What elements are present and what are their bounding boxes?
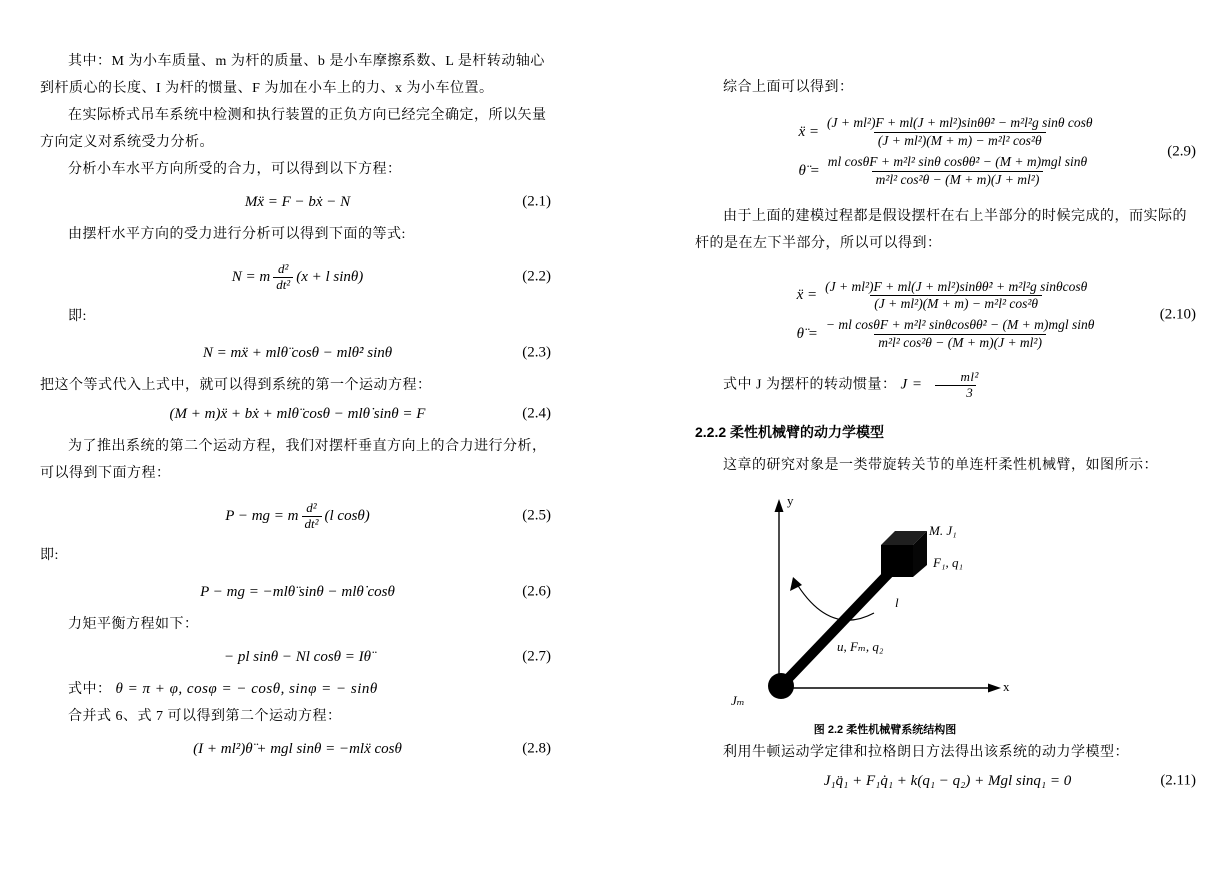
equation-2-1-body: Mẍ = F − bẋ − N — [244, 194, 351, 210]
equation-2-5-frac-num: d² — [306, 499, 317, 515]
paragraph-combine-equations: 合并式 6、式 7 可以得到第二个运动方程： — [68, 708, 342, 724]
equation-2-4-body: (M + m)ẍ + bẋ + mlθ̈ cosθ − mlθ̇ sinθ = F — [169, 405, 426, 422]
equation-2-10-body — [797, 275, 1099, 357]
angle-substitution-math: θ = π + φ, cosφ = − cosθ, sinφ = − sinθ — [115, 680, 378, 697]
equation-2-11-number: (2.11) — [1160, 772, 1196, 789]
equation-2-7 — [40, 648, 555, 666]
figure-label-x-axis: x — [1003, 678, 1010, 694]
equation-2-10-line2-fraction — [822, 317, 1098, 352]
left-page-column — [40, 48, 555, 768]
equation-2-9-line1-den: (J + ml²)(M + m) − m²l² cos²θ — [874, 132, 1046, 150]
equation-2-2-rhs: (x + l sinθ) — [296, 269, 364, 286]
figure-label-link-length: l — [895, 594, 899, 610]
equation-2-9-line1-fraction — [823, 115, 1096, 150]
paragraph-crane-system: 在实际桥式吊车系统中检测和执行装置的正负方向已经完全确定，所以矢量方向定义对系统受力分析。 — [40, 108, 547, 150]
equation-2-9-line2-lhs: θ̈ = — [798, 162, 820, 179]
equation-2-3 — [40, 344, 555, 362]
equation-2-5-frac-den: dt² — [302, 516, 322, 532]
equation-2-9-number: (2.9) — [1167, 143, 1196, 160]
paragraph-second-equation: 为了推出系统的第二个运动方程，我们对摆杆垂直方向上的合力进行分析，可以得到下面方程： — [40, 438, 547, 481]
moment-of-inertia-lhs: J = — [900, 376, 923, 393]
equation-2-10-line1-lhs: ẍ = — [796, 287, 818, 304]
flexible-link-rod — [781, 571, 891, 686]
right-page-column — [695, 74, 1200, 800]
paragraph-horizontal-force: 分析小车水平方向所受的合力，可以得到以下方程： — [68, 162, 402, 177]
equation-2-9-line2-num: ml cosθF + m²l² sinθ cosθθ̇² − (M + m)mgl sinθ — [827, 153, 1088, 169]
paragraph-research-object: 这章的研究对象是一类带旋转关节的单连杆柔性机械臂，如图所示： — [723, 457, 1158, 473]
equation-2-10-line1-den: (J + ml²)(M + m) − m²l² cos²θ — [870, 295, 1042, 313]
equation-2-10-line1-fraction — [821, 279, 1091, 314]
equation-2-9-line1-lhs: ẍ = — [798, 123, 820, 140]
paragraph-substitute: 把这个等式代入上式中，就可以得到系统的第一个运动方程： — [40, 377, 432, 393]
moment-of-inertia-text: 式中 J 为摆杆的转动惯量： — [723, 377, 897, 393]
equation-2-2-fraction — [273, 262, 293, 293]
equation-2-11-body: J₁q̈₁ + F₁q̇₁ + k(q₁ − q₂) + Mgl sinq₁ = 0 — [823, 772, 1072, 789]
equation-2-10-line2-lhs: θ̈ = — [796, 326, 818, 343]
equation-2-6 — [40, 583, 555, 601]
equation-2-1 — [40, 193, 555, 211]
equation-2-2-frac-den: dt² — [273, 277, 293, 293]
y-axis-arrowhead-icon — [775, 499, 784, 512]
equation-2-9-line1-num: (J + ml²)F + ml(J + ml²)sinθθ̇² − m²l²g sinθ cosθ — [827, 115, 1093, 130]
equation-2-10-line1 — [797, 279, 1099, 314]
equation-2-1-number: (2.1) — [522, 193, 551, 210]
equation-2-5-lhs: P − mg = m — [225, 507, 299, 524]
equation-2-2-frac-num: d² — [277, 261, 289, 276]
equation-2-10 — [695, 275, 1200, 357]
equation-2-6-body: P − mg = −mlθ̈ sinθ − mlθ̇ cosθ — [200, 583, 395, 600]
equation-2-9-line2-den: m²l² cos²θ − (M + m)(J + ml²) — [872, 171, 1044, 189]
figure-drawing — [731, 493, 1031, 715]
paragraph-variables-definition: 其中：M 为小车质量、m 为杆的质量、b 是小车摩擦系数、L 是杆转动轴心到杆质心的长度、I 为杆的惯量、F 为加在小车上的力、x 为小车位置。 — [40, 54, 545, 96]
moment-of-inertia-num: ml² — [960, 369, 979, 384]
joint-hub-circle — [768, 673, 794, 699]
equation-2-3-number: (2.3) — [522, 344, 551, 361]
equation-2-7-number: (2.7) — [522, 648, 551, 665]
equation-2-8-body: (I + ml²)θ̈ + mgl sinθ = −mlẍ cosθ — [193, 740, 402, 757]
equation-2-8 — [40, 740, 555, 758]
equation-2-9-body — [799, 111, 1097, 193]
moment-of-inertia-fraction — [929, 370, 981, 401]
equation-2-10-line2 — [797, 317, 1099, 352]
equation-2-5-fraction — [302, 501, 322, 532]
paragraph-newton-lagrange: 利用牛顿运动学定律和拉格朗日方法得出该系统的动力学模型： — [723, 744, 1129, 760]
equation-2-9-line1 — [799, 115, 1097, 150]
paragraph-torque-balance: 力矩平衡方程如下： — [68, 616, 199, 632]
figure-label-tip-force: F₁, q₁ — [933, 554, 963, 570]
equation-2-4 — [40, 405, 555, 423]
equation-2-9-line2 — [799, 154, 1097, 189]
equation-2-9-line2-fraction — [824, 154, 1091, 189]
moment-of-inertia-den: 3 — [935, 385, 976, 401]
equation-2-8-number: (2.8) — [522, 740, 551, 757]
equation-2-7-body: − pl sinθ − Nl cosθ = Iθ̈ — [223, 648, 372, 665]
angle-substitution-label: 式中： — [68, 681, 112, 697]
equation-2-9 — [695, 111, 1200, 193]
paragraph-combining-above: 综合上面可以得到： — [723, 80, 854, 95]
section-heading-2-2-2: 2.2.2 柔性机械臂的动力学模型 — [695, 423, 885, 440]
equation-2-4-number: (2.4) — [522, 405, 551, 422]
equation-2-10-number: (2.10) — [1159, 306, 1196, 323]
x-axis-arrowhead-icon — [988, 683, 1001, 692]
paragraph-angle-substitution — [40, 676, 555, 703]
equation-2-3-body: N = mẍ + mlθ̈ cosθ − mlθ̇² sinθ — [202, 344, 393, 361]
figure-label-tip-mass: M. J₁ — [929, 522, 957, 538]
equation-2-5-rhs: (l cosθ) — [324, 507, 370, 524]
equation-2-10-line2-num: − ml cosθF + m²l² sinθcosθθ̇² − (M + m)mgl sinθ — [825, 317, 1095, 333]
figure-label-y-axis: y — [787, 492, 794, 508]
figure-flexible-arm-diagram — [731, 493, 1031, 715]
equation-2-10-line1-num: (J + ml²)F + ml(J + ml²)sinθθ̇² + m²l²g sinθcosθ — [825, 278, 1088, 294]
equation-2-10-line2-den: m²l² cos²θ − (M + m)(J + ml²) — [874, 334, 1046, 352]
paragraph-moment-of-inertia — [695, 370, 1200, 401]
equation-2-6-number: (2.6) — [522, 583, 551, 600]
figure-label-motor-inertia: Jₘ — [731, 692, 745, 708]
figure-caption: 图 2.2 柔性机械臂系统结构图 — [813, 723, 957, 736]
equation-2-11 — [695, 772, 1200, 790]
paragraph-namely-1: 即: — [68, 308, 87, 324]
figure-label-actuator: u, Fₘ, q₂ — [837, 638, 884, 654]
equation-2-2-lhs: N = m — [231, 269, 271, 286]
tip-mass-cube-front — [881, 545, 913, 577]
equation-2-5 — [40, 501, 555, 532]
paragraph-namely-2: 即: — [40, 547, 59, 563]
equation-2-5-number: (2.5) — [522, 507, 551, 524]
paragraph-pendulum-horizontal: 由摆杆水平方向的受力进行分析可以得到下面的等式: — [68, 227, 406, 242]
equation-2-2-number: (2.2) — [522, 268, 551, 285]
equation-2-2 — [40, 262, 555, 293]
paragraph-modeling-assumption: 由于上面的建模过程都是假设摆杆在右上半部分的时候完成的，而实际的杆的是在左下半部分，所以可以得到： — [695, 208, 1187, 251]
